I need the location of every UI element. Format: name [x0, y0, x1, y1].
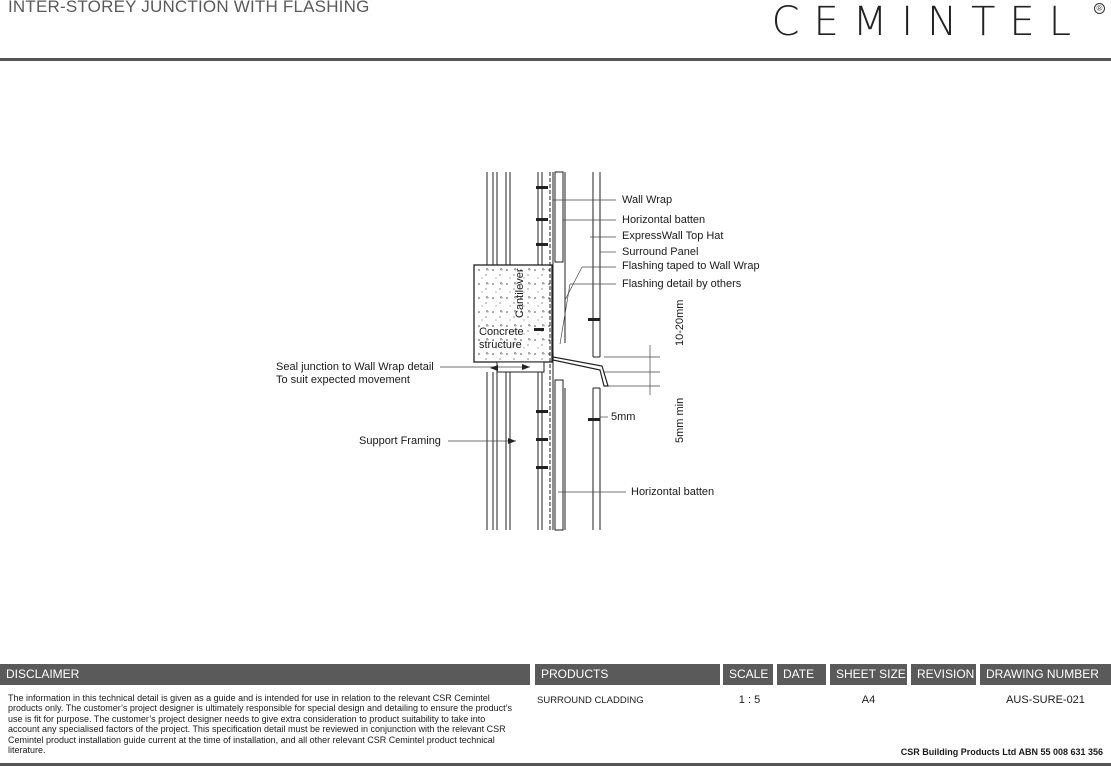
label-flashing-taped: Flashing taped to Wall Wrap: [622, 260, 760, 272]
value-scale: 1 : 5: [738, 694, 761, 706]
label-concrete-1: Concrete: [479, 326, 524, 338]
label-gap-dimension: 10-20mm: [674, 299, 686, 346]
header-drawing-number: DRAWING NUMBER: [980, 664, 1111, 685]
value-products: SURROUND CLADDING: [537, 695, 644, 706]
label-cantilever: Cantilever: [514, 268, 526, 318]
header-products: PRODUCTS: [535, 664, 720, 685]
company-abn: CSR Building Products Ltd ABN 55 008 631 356: [900, 747, 1103, 757]
framing-lower: [487, 372, 542, 530]
flashing: [553, 353, 608, 386]
label-support-framing: Support Framing: [359, 435, 441, 447]
header-scale: SCALE: [723, 664, 773, 685]
cladding-panels: [565, 172, 600, 530]
cemintel-logo: CEMINTEL: [771, 0, 1085, 45]
label-min-dimension: 5mm min: [674, 397, 686, 443]
header-revision: REVISION: [911, 664, 976, 685]
value-drawing-number: AUS-SURE-021: [1006, 694, 1085, 706]
label-flashing-detail: Flashing detail by others: [622, 278, 742, 290]
value-sheet-size: A4: [861, 694, 876, 706]
header-disclaimer: DISCLAIMER: [0, 664, 530, 685]
label-top-hat: ExpressWall Top Hat: [622, 230, 724, 242]
framing-upper: [487, 172, 542, 265]
label-wall-wrap: Wall Wrap: [622, 194, 673, 206]
label-5mm: 5mm: [611, 411, 636, 423]
label-horizontal-batten-top: Horizontal batten: [622, 214, 706, 226]
header-date: DATE: [777, 664, 826, 685]
registered-mark: ®: [1094, 3, 1105, 14]
label-seal-junction: Seal junction to Wall Wrap detail: [276, 361, 434, 373]
header-sheet-size: SHEET SIZE: [830, 664, 907, 685]
footer-rule: [0, 763, 1111, 766]
label-suit-movement: To suit expected movement: [276, 374, 410, 386]
label-surround-panel: Surround Panel: [622, 246, 699, 258]
disclaimer-text: The information in this technical detail is given as a guide and is intended for use in relation to the relevant CSR Cemintel products only. The customer’s project designer is ultimately responsible for special design and detailing to ensure the product’s use is fit for purpose. The customer’s project designer needs to give extra consideration to product suitability to take into account any specialised factors of the project. This specification detail must be reviewed in conjunction with the relevant CSR Cemintel product installation guide current at the time of installation, and all other relevant CSR Cemintel product technical literature.: [8, 693, 512, 756]
drawing-title: INTER-STOREY JUNCTION WITH FLASHING: [8, 0, 370, 16]
label-concrete-2: structure: [479, 339, 522, 351]
label-horizontal-batten-bottom: Horizontal batten: [631, 486, 715, 498]
